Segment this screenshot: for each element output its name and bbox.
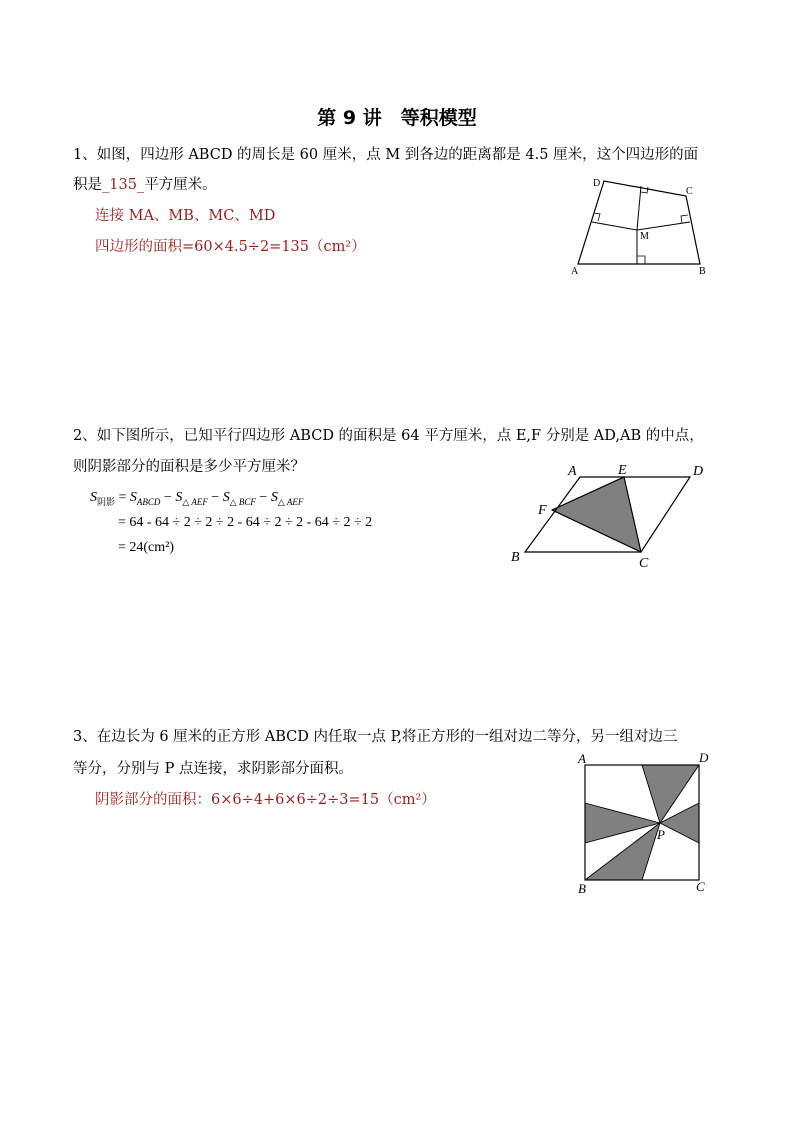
fig3-label-b: B bbox=[578, 881, 586, 896]
problem1-answer: _135_ bbox=[102, 177, 145, 193]
problem2-figure bbox=[505, 458, 715, 573]
problem2-line2: 则阴影部分的面积是多少平方厘米？ bbox=[73, 459, 305, 475]
fig2-label-f: F bbox=[538, 503, 547, 518]
problem3-figure bbox=[572, 748, 717, 898]
problem1-line1: 1、如图，四边形 ABCD 的周长是 60 厘米，点 M 到各边的距离都是 4.5 厘米，这个四边形的面 bbox=[73, 147, 699, 163]
page-title: 第 9 讲 等积模型 bbox=[317, 107, 477, 129]
fig3-label-c: C bbox=[696, 879, 705, 894]
problem3-line1: 3、在边长为 6 厘米的正方形 ABCD 内任取一点 P,将正方形的一组对边二等分，另一组对边三 bbox=[73, 729, 678, 745]
problem2-formula-line2: = 64 - 64 ÷ 2 ÷ 2 ÷ 2 - 64 ÷ 2 ÷ 2 - 64 ÷ 2 ÷ 2 bbox=[118, 515, 373, 530]
fig2-label-a: A bbox=[568, 464, 577, 479]
fig1-label-c: C bbox=[686, 186, 693, 197]
fig2-label-e: E bbox=[618, 463, 627, 478]
problem3-solution: 阴影部分的面积：6×6÷4+6×6÷2÷3=15（cm²） bbox=[95, 792, 436, 808]
fig1-label-b: B bbox=[699, 266, 706, 277]
problem3-line2: 等分，分别与 P 点连接，求阴影部分面积。 bbox=[73, 761, 353, 777]
problem1-prefix: 积是 bbox=[73, 177, 102, 193]
fig3-label-p: P bbox=[657, 827, 665, 842]
problem2-formula-line1: $S_{阴影} = S_{ABCD} - S_{\triangle AEF} - S_{\triangle BCF} - S_{\triangle AEF}$ bbox=[90, 490, 304, 507]
fig2-label-b: B bbox=[511, 550, 520, 565]
fig2-label-d: D bbox=[693, 464, 704, 479]
fig3-label-a: A bbox=[578, 751, 586, 766]
problem1-line2 bbox=[73, 176, 217, 194]
problem2-line1: 2、如下图所示，已知平行四边形 ABCD 的面积是 64 平方厘米，点 E,F 分别是 AD,AB 的中点， bbox=[73, 428, 704, 444]
fig1-label-a: A bbox=[571, 266, 579, 277]
fig1-label-d: D bbox=[593, 178, 601, 189]
fig2-label-c: C bbox=[639, 556, 649, 571]
problem1-solution-step2: 四边形的面积=60×4.5÷2=135（cm²） bbox=[95, 239, 366, 255]
problem1-suffix: 平方厘米。 bbox=[144, 177, 217, 193]
problem1-solution-step1: 连接 MA、MB、MC、MD bbox=[95, 208, 276, 224]
fig1-label-m: M bbox=[640, 231, 649, 242]
fig3-label-d: D bbox=[699, 750, 709, 765]
problem1-figure bbox=[565, 172, 715, 282]
problem2-formula-line3: = 24(cm²) bbox=[118, 540, 175, 555]
